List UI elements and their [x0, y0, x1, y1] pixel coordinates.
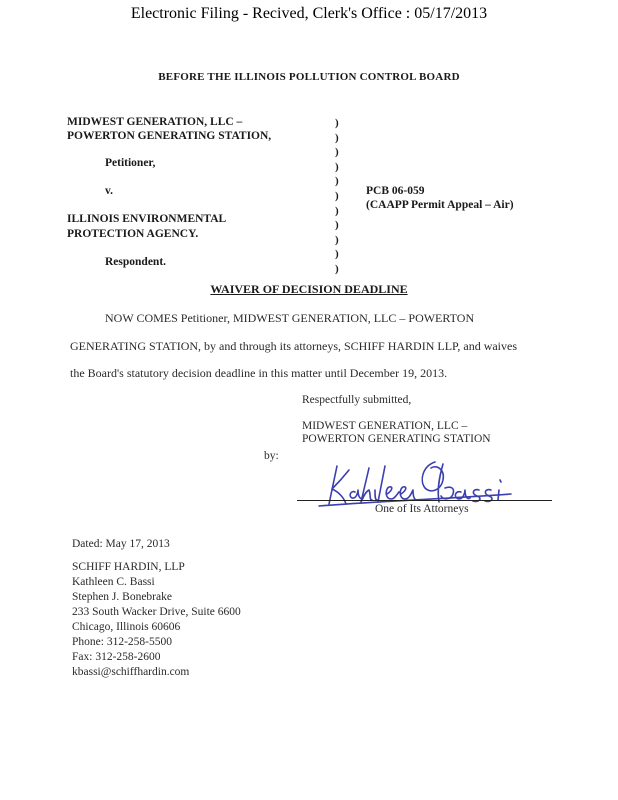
firm-email: kbassi@schiffhardin.com	[72, 666, 190, 678]
firm-phone: Phone: 312-258-5500	[72, 636, 172, 648]
attorney-name-2: Stephen J. Bonebrake	[72, 591, 172, 603]
signer-role: One of Its Attorneys	[375, 503, 469, 515]
filing-stamp: Electronic Filing - Recived, Clerk's Office : 05/17/2013	[130, 5, 488, 22]
date-line: Dated: May 17, 2013	[72, 538, 170, 550]
signing-party-line2: POWERTON GENERATING STATION	[302, 433, 491, 445]
firm-name: SCHIFF HARDIN, LLP	[72, 561, 185, 573]
firm-city: Chicago, Illinois 60606	[72, 621, 181, 633]
respondent-role: Respondent.	[105, 256, 167, 268]
signing-party-line1: MIDWEST GENERATION, LLC –	[302, 420, 468, 432]
case-type: (CAAPP Permit Appeal – Air)	[366, 199, 514, 211]
respondent-name-line1: ILLINOIS ENVIRONMENTAL	[67, 213, 227, 225]
petitioner-name-line1: MIDWEST GENERATION, LLC –	[67, 116, 243, 128]
signature-line	[297, 500, 552, 501]
document-title-text: WAIVER OF DECISION DEADLINE	[210, 282, 408, 296]
case-number: PCB 06-059	[366, 185, 425, 197]
body-line-1: NOW COMES Petitioner, MIDWEST GENERATION, LLC – POWERTON	[105, 311, 475, 325]
closing: Respectfully submitted,	[302, 394, 412, 406]
versus-label: v.	[105, 185, 113, 197]
respondent-name-line2: PROTECTION AGENCY.	[67, 228, 199, 240]
body-line-3: the Board's statutory decision deadline in this matter until December 19, 2013.	[70, 366, 448, 380]
body-line-2: GENERATING STATION, by and through its attorneys, SCHIFF HARDIN LLP, and waives	[70, 339, 518, 353]
court-heading: BEFORE THE ILLINOIS POLLUTION CONTROL BOARD	[158, 71, 460, 83]
caption-parentheses: ) ) ) ) ) ) ) ) ) ) )	[335, 117, 339, 275]
firm-fax: Fax: 312-258-2600	[72, 651, 161, 663]
petitioner-role: Petitioner,	[105, 157, 156, 169]
firm-street-address: 233 South Wacker Drive, Suite 6600	[72, 606, 241, 618]
petitioner-name-line2: POWERTON GENERATING STATION,	[67, 130, 272, 142]
by-label: by:	[264, 450, 279, 462]
attorney-name-1: Kathleen C. Bassi	[72, 576, 155, 588]
document-title	[0, 282, 618, 297]
